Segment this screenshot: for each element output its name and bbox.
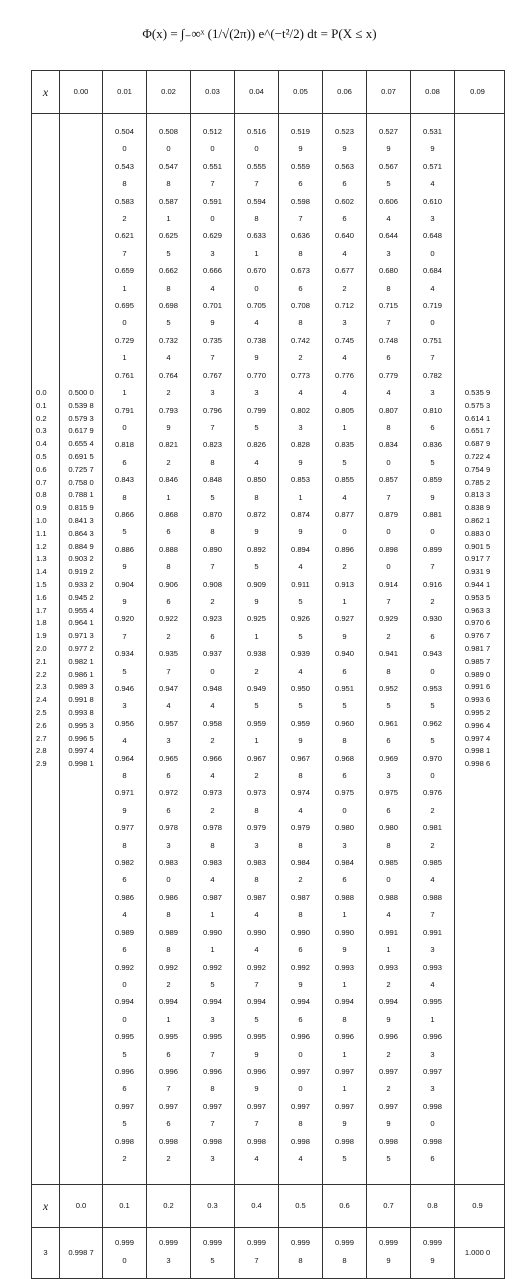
last-v5: 0.999 8	[279, 1228, 323, 1278]
last-x: 3	[32, 1228, 60, 1278]
header2-col: 0.1	[103, 1185, 147, 1227]
col-0-07: 0.527 9 0.567 5 0.606 4 0.644 3 0.680 8 0.715 7 0.748 6 0.779 4 0.807 8 0.834 0 0.857 7 0.879 0 0.898 0 0.914 7 0.929 2 0.941 8 0.952 5 0.961 6 0.969 3 0.975 6 0.980 8 0.985 0 0.988 4 0.991 1 0.993 2 0.994 9 0.996 2 0.997 2 0.997 9 0.998 5	[367, 114, 411, 1184]
col-0-01: 0.504 0 0.543 8 0.583 2 0.621 7 0.659 1 0.695 0 0.729 1 0.761 1 0.791 0 0.818 6 0.843 8 0.866 5 0.886 9 0.904 9 0.920 7 0.934 5 0.946 3 0.956 4 0.964 8 0.971 9 0.977 8 0.982 6 0.986 4 0.989 6 0.992 0 0.994 0 0.995 5 0.996 6 0.997 5 0.998 2	[103, 114, 147, 1184]
x-values: 0.0 0.1 0.2 0.3 0.4 0.5 0.6 0.7 0.8 0.9 1.0 1.1 1.2 1.3 1.4 1.5 1.6 1.7 1.8 1.9 2.0 2.1 2.2 2.3 2.4 2.5 2.6 2.7 2.8 2.9	[32, 114, 60, 1184]
table-body	[32, 114, 504, 1185]
header-col: 0.06	[323, 71, 367, 113]
header2-col: 0.9	[472, 1201, 483, 1210]
last-v9: 1.000 0	[464, 1248, 491, 1257]
header-col: 0.05	[279, 71, 323, 113]
header2-col: 0.8	[411, 1185, 455, 1227]
header2-col: 0.6	[323, 1185, 367, 1227]
header-col: 0.04	[235, 71, 279, 113]
last-v4: 0.999 7	[235, 1228, 279, 1278]
header-col: 0.00	[60, 71, 103, 113]
header2-col: 0.3	[191, 1185, 235, 1227]
normal-distribution-table	[31, 70, 505, 1279]
last-v0: 0.998 7	[60, 1228, 103, 1278]
header-col: 0.07	[367, 71, 411, 113]
col-0-08: 0.531 9 0.571 4 0.610 3 0.648 0 0.684 4 0.719 0 0.751 7 0.782 3 0.810 6 0.836 5 0.859 9 0.881 0 0.899 7 0.916 2 0.930 6 0.943 0 0.953 5 0.962 5 0.970 0 0.976 2 0.981 2 0.985 4 0.988 7 0.991 3 0.993 4 0.995 1 0.996 3 0.997 3 0.998 0 0.998 6	[411, 114, 455, 1184]
col-0-09: 0.535 9 0.575 3 0.614 1 0.651 7 0.687 9 0.722 4 0.754 9 0.785 2 0.813 3 0.838 9 0.862 1 0.883 0 0.901 5 0.917 7 0.931 9 0.944 1 0.953 5 0.963 3 0.970 6 0.976 7 0.981 7 0.985 7 0.989 0 0.991 6 0.993 6 0.995 2 0.996 4 0.997 4 0.998 1 0.998 6	[464, 388, 491, 769]
header-x: x	[32, 71, 60, 113]
header-row-2	[32, 1185, 504, 1228]
header-col: 0.02	[147, 71, 191, 113]
last-row	[32, 1228, 504, 1278]
header2-col: 0.2	[147, 1185, 191, 1227]
header-col: 0.03	[191, 71, 235, 113]
header2-col: 0.7	[367, 1185, 411, 1227]
col-0-06: 0.523 9 0.563 6 0.602 6 0.640 4 0.677 2 0.712 3 0.745 4 0.776 4 0.805 1 0.835 5 0.855 4 0.877 0 0.896 2 0.913 1 0.927 9 0.940 6 0.951 5 0.960 8 0.968 6 0.975 0 0.980 3 0.984 6 0.988 1 0.990 9 0.993 1 0.994 8 0.996 1 0.997 1 0.997 9 0.998 5	[323, 114, 367, 1184]
header-col: 0.09	[470, 87, 485, 96]
last-v3: 0.999 5	[191, 1228, 235, 1278]
last-v8: 0.999 9	[411, 1228, 455, 1278]
col-0-03: 0.512 0 0.551 7 0.591 0 0.629 3 0.666 4 0.701 9 0.735 7 0.767 3 0.796 7 0.823 8 0.848 5 0.870 8 0.890 7 0.908 2 0.923 6 0.937 0 0.948 4 0.958 2 0.966 4 0.973 2 0.978 8 0.983 4 0.987 1 0.990 1 0.992 5 0.994 3 0.995 7 0.996 8 0.997 7 0.998 3	[191, 114, 235, 1184]
last-v7: 0.999 9	[367, 1228, 411, 1278]
header2-x: x	[32, 1185, 60, 1227]
last-v2: 0.999 3	[147, 1228, 191, 1278]
header2-col: 0.0	[60, 1185, 103, 1227]
header-row	[32, 71, 504, 114]
col-0-02: 0.508 0 0.547 8 0.587 1 0.625 5 0.662 8 0.698 5 0.732 4 0.764 2 0.793 9 0.821 2 0.846 1 0.868 6 0.888 8 0.906 6 0.922 2 0.935 7 0.947 4 0.957 3 0.965 6 0.972 6 0.978 3 0.983 0 0.986 8 0.989 8 0.992 2 0.994 1 0.995 6 0.996 7 0.997 6 0.998 2	[147, 114, 191, 1184]
header2-col: 0.5	[279, 1185, 323, 1227]
col-0-04: 0.516 0 0.555 7 0.594 8 0.633 1 0.670 0 0.705 4 0.738 9 0.770 3 0.799 5 0.826 4 0.850 8 0.872 9 0.892 5 0.909 9 0.925 1 0.938 2 0.949 5 0.959 1 0.967 2 0.973 8 0.979 3 0.983 8 0.987 4 0.990 4 0.992 7 0.994 5 0.995 9 0.996 9 0.997 7 0.998 4	[235, 114, 279, 1184]
header-col: 0.01	[103, 71, 147, 113]
header2-col: 0.4	[235, 1185, 279, 1227]
last-v1: 0.999 0	[103, 1228, 147, 1278]
formula: Φ(x) = ∫₋∞ˣ (1/√(2π)) e^(−t²/2) dt = P(X ≤ x)	[142, 26, 377, 41]
col-0-00: 0.500 0 0.539 8 0.579 3 0.617 9 0.655 4 0.691 5 0.725 7 0.758 0 0.788 1 0.815 9 0.841 3 0.864 3 0.884 9 0.903 2 0.919 2 0.933 2 0.945 2 0.955 4 0.964 1 0.971 3 0.977 2 0.982 1 0.986 1 0.989 3 0.991 8 0.993 8 0.995 3 0.996 5 0.997 4 0.998 1	[60, 114, 103, 1184]
col-0-05: 0.519 9 0.559 6 0.598 7 0.636 8 0.673 6 0.708 8 0.742 2 0.773 4 0.802 3 0.828 9 0.853 1 0.874 9 0.894 4 0.911 5 0.926 5 0.939 4 0.950 5 0.959 9 0.967 8 0.974 4 0.979 8 0.984 2 0.987 8 0.990 6 0.992 9 0.994 6 0.996 0 0.997 0 0.997 8 0.998 4	[279, 114, 323, 1184]
header-col: 0.08	[411, 71, 455, 113]
last-v6: 0.999 8	[323, 1228, 367, 1278]
